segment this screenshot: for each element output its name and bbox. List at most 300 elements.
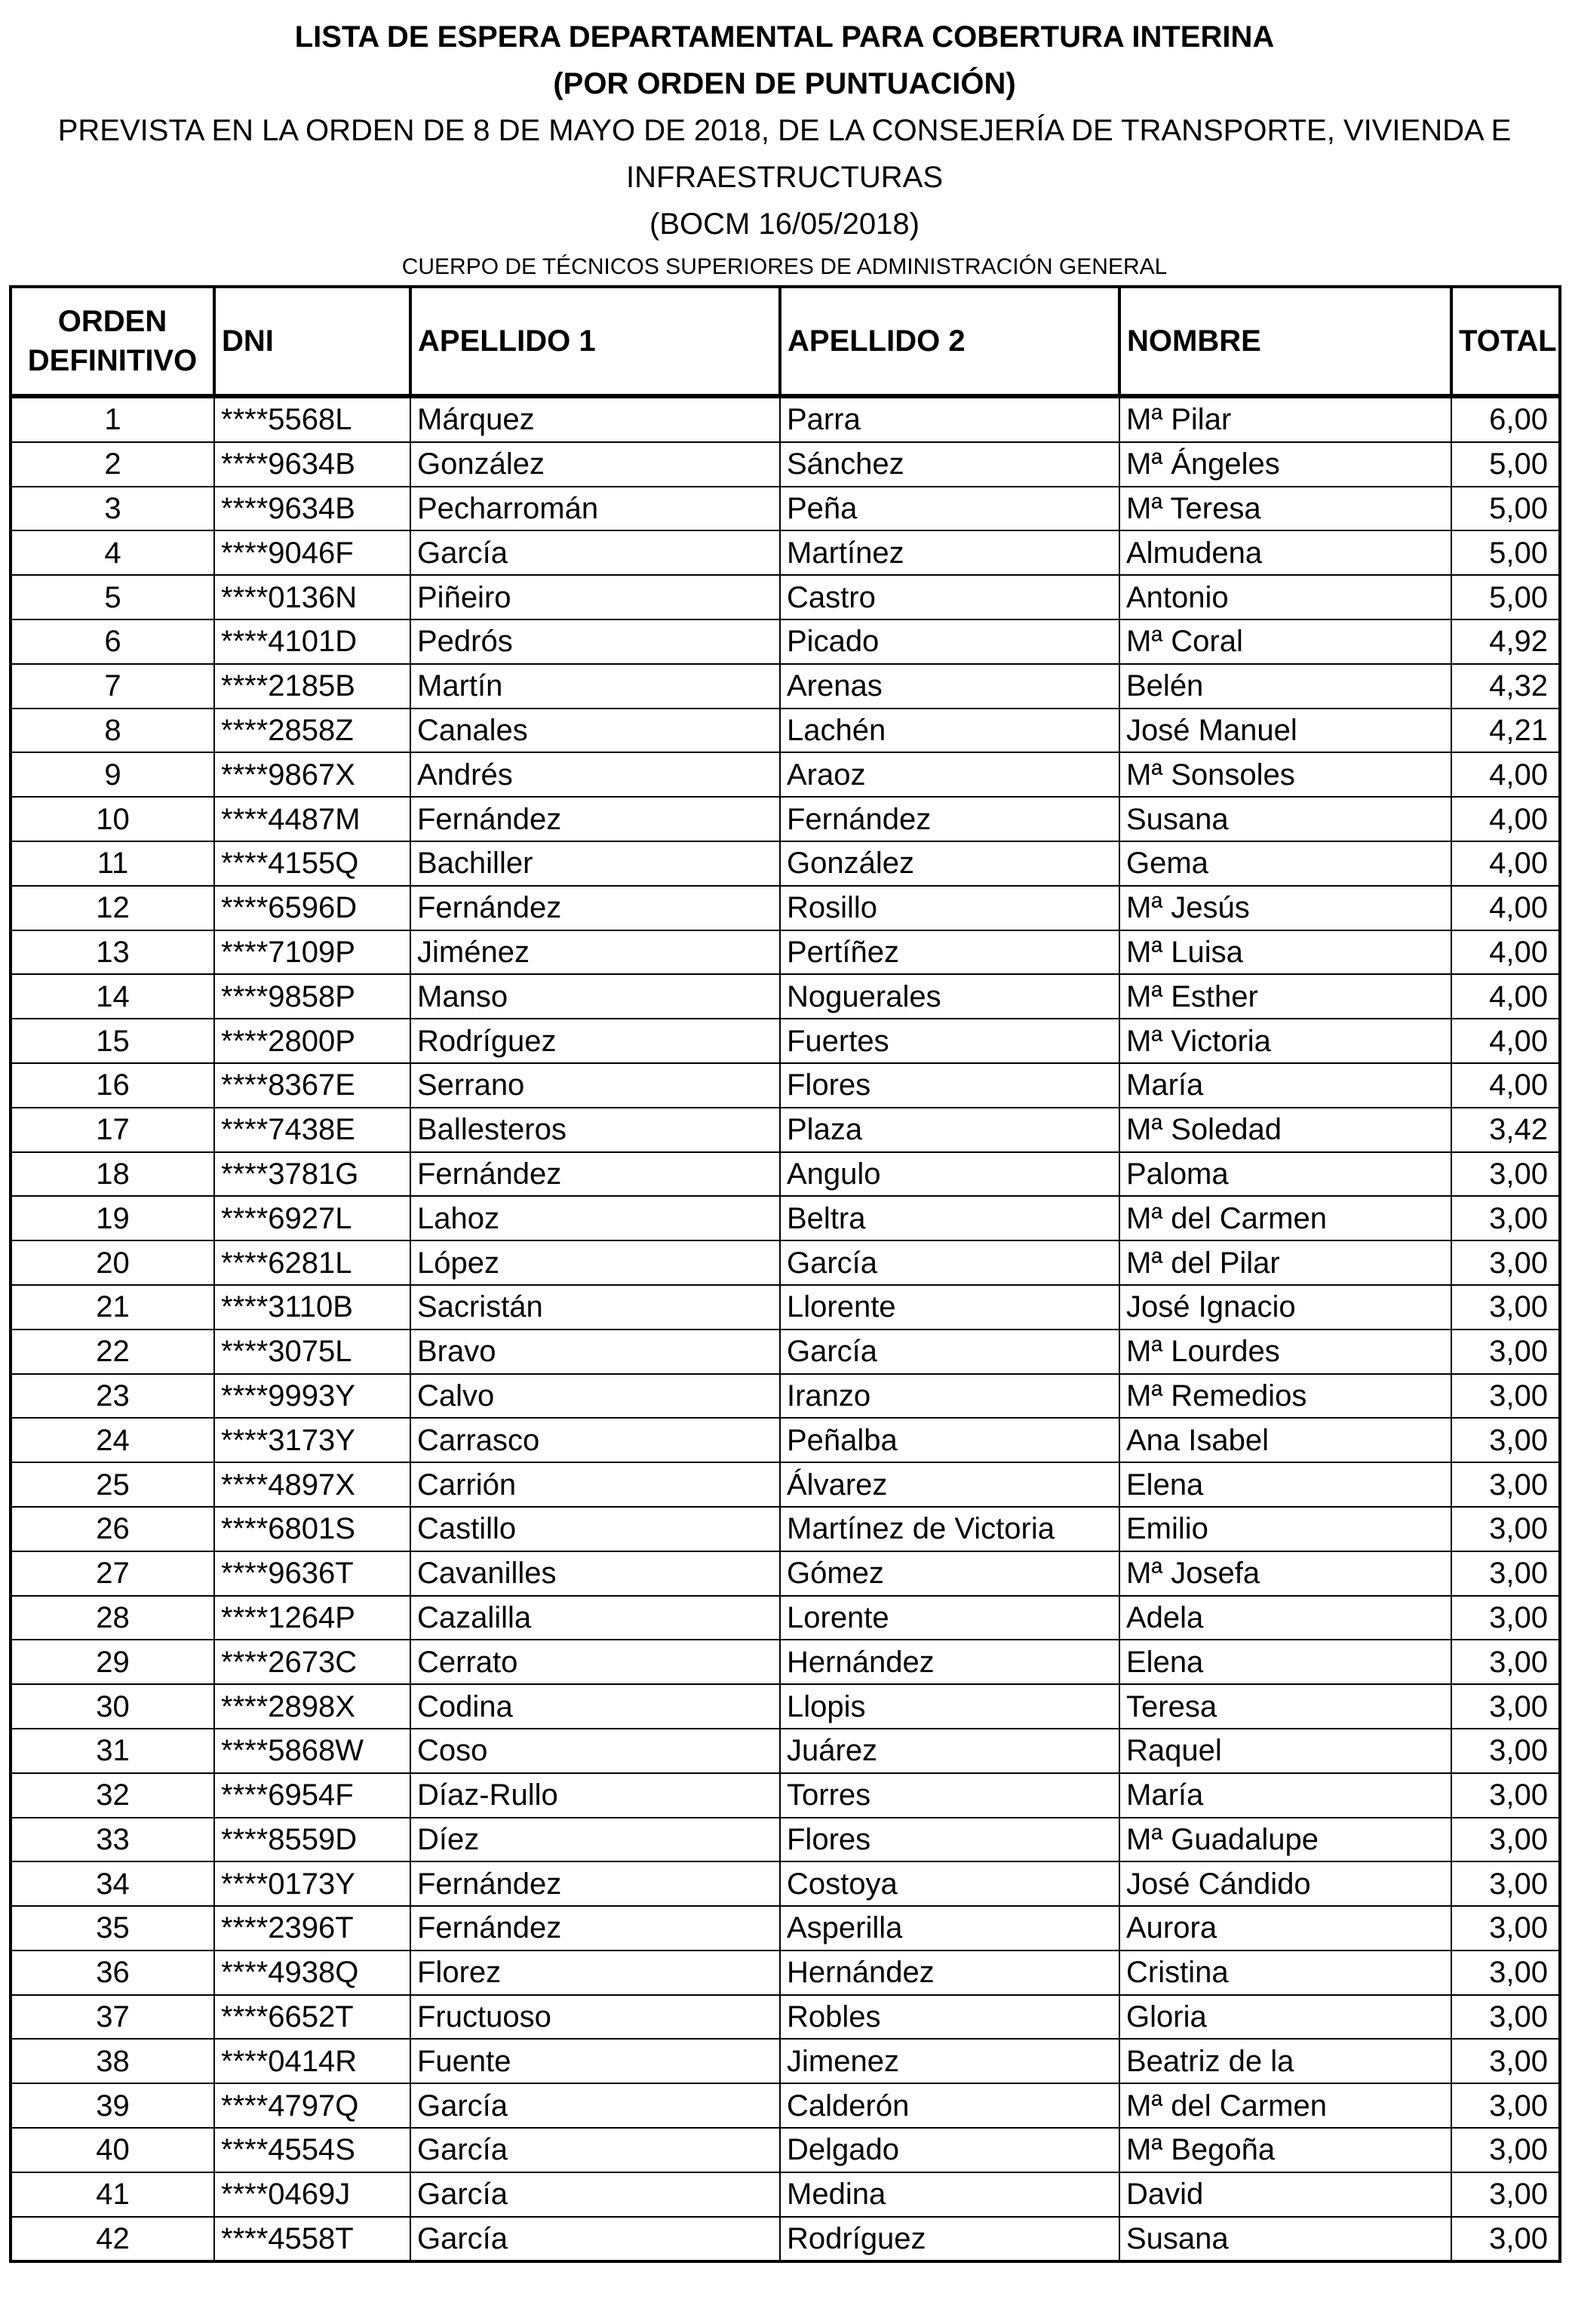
cell-dni: ****9993Y bbox=[214, 1374, 410, 1419]
cell-apellido-1: Fernández bbox=[410, 886, 780, 930]
cell-apellido-2: Llorente bbox=[780, 1285, 1119, 1330]
cell-total: 4,21 bbox=[1451, 709, 1560, 753]
cell-apellido-1: Coso bbox=[410, 1729, 780, 1773]
cell-nombre: Mª Ángeles bbox=[1119, 442, 1451, 487]
cell-nombre: Mª Guadalupe bbox=[1119, 1818, 1451, 1862]
cell-apellido-2: Fuertes bbox=[780, 1019, 1119, 1063]
cell-apellido-1: Codina bbox=[410, 1684, 780, 1729]
cell-dni: ****4554S bbox=[214, 2128, 410, 2172]
cell-orden: 34 bbox=[11, 1861, 214, 1906]
cell-orden: 20 bbox=[11, 1240, 214, 1285]
cell-nombre: Almudena bbox=[1119, 530, 1451, 575]
cell-dni: ****9867X bbox=[214, 752, 410, 797]
cell-apellido-2: Sánchez bbox=[780, 442, 1119, 487]
cell-dni: ****8367E bbox=[214, 1063, 410, 1108]
cell-total: 4,00 bbox=[1451, 752, 1560, 797]
table-row bbox=[11, 1019, 1560, 1063]
table-row bbox=[11, 1285, 1560, 1330]
table-row bbox=[11, 841, 1560, 886]
cell-apellido-2: García bbox=[780, 1330, 1119, 1374]
cell-dni: ****3110B bbox=[214, 1285, 410, 1330]
cell-apellido-1: García bbox=[410, 2083, 780, 2128]
cell-apellido-1: Lahoz bbox=[410, 1196, 780, 1240]
cell-total: 3,00 bbox=[1451, 1374, 1560, 1419]
waiting-list-table bbox=[9, 285, 1561, 2263]
cell-nombre: Antonio bbox=[1119, 575, 1451, 619]
cell-apellido-2: Peñalba bbox=[780, 1418, 1119, 1462]
cell-apellido-2: Arenas bbox=[780, 664, 1119, 709]
cell-dni: ****8559D bbox=[214, 1818, 410, 1862]
cell-apellido-1: Pecharromán bbox=[410, 487, 780, 531]
cell-nombre: Mª del Carmen bbox=[1119, 1196, 1451, 1240]
cell-nombre: Elena bbox=[1119, 1640, 1451, 1684]
cell-nombre: Elena bbox=[1119, 1462, 1451, 1507]
cell-apellido-1: Fructuoso bbox=[410, 1995, 780, 2040]
cell-total: 3,00 bbox=[1451, 1818, 1560, 1862]
cell-orden: 2 bbox=[11, 442, 214, 487]
cell-dni: ****2396T bbox=[214, 1906, 410, 1950]
cell-apellido-2: Peña bbox=[780, 487, 1119, 531]
table-header-row bbox=[11, 287, 1560, 396]
cell-apellido-2: Álvarez bbox=[780, 1462, 1119, 1507]
cell-apellido-1: García bbox=[410, 530, 780, 575]
cell-dni: ****6596D bbox=[214, 886, 410, 930]
cell-apellido-2: Gómez bbox=[780, 1551, 1119, 1596]
cell-apellido-2: González bbox=[780, 841, 1119, 886]
table-row bbox=[11, 1729, 1560, 1773]
header-apellido-1: APELLIDO 1 bbox=[410, 287, 780, 396]
cell-total: 3,00 bbox=[1451, 2083, 1560, 2128]
cell-total: 3,00 bbox=[1451, 1551, 1560, 1596]
header-dni: DNI bbox=[214, 287, 410, 396]
cell-total: 3,00 bbox=[1451, 1152, 1560, 1197]
cell-dni: ****4558T bbox=[214, 2217, 410, 2262]
table-row bbox=[11, 1418, 1560, 1462]
cell-dni: ****2800P bbox=[214, 1019, 410, 1063]
cell-total: 3,00 bbox=[1451, 2217, 1560, 2262]
cell-apellido-2: Rodríguez bbox=[780, 2217, 1119, 2262]
table-row bbox=[11, 664, 1560, 709]
cell-total: 3,00 bbox=[1451, 1995, 1560, 2040]
table-row bbox=[11, 575, 1560, 619]
cell-total: 3,00 bbox=[1451, 1950, 1560, 1995]
cell-total: 4,32 bbox=[1451, 664, 1560, 709]
cell-total: 3,00 bbox=[1451, 2172, 1560, 2217]
cell-dni: ****6954F bbox=[214, 1773, 410, 1818]
cell-apellido-2: Parra bbox=[780, 396, 1119, 442]
table-row bbox=[11, 1906, 1560, 1950]
cell-nombre: Belén bbox=[1119, 664, 1451, 709]
bocm-reference: (BOCM 16/05/2018) bbox=[649, 208, 920, 241]
cell-dni: ****0414R bbox=[214, 2039, 410, 2083]
cell-dni: ****5568L bbox=[214, 396, 410, 442]
cell-total: 4,00 bbox=[1451, 974, 1560, 1019]
cell-nombre: Ana Isabel bbox=[1119, 1418, 1451, 1462]
cell-nombre: Mª Remedios bbox=[1119, 1374, 1451, 1419]
cell-apellido-2: Castro bbox=[780, 575, 1119, 619]
table-row bbox=[11, 797, 1560, 841]
table-row bbox=[11, 396, 1560, 442]
cell-nombre: Mª Teresa bbox=[1119, 487, 1451, 531]
cell-apellido-1: García bbox=[410, 2128, 780, 2172]
cell-orden: 23 bbox=[11, 1374, 214, 1419]
cell-apellido-2: Flores bbox=[780, 1818, 1119, 1862]
cell-dni: ****2898X bbox=[214, 1684, 410, 1729]
cell-nombre: Susana bbox=[1119, 797, 1451, 841]
table-row bbox=[11, 1995, 1560, 2040]
cell-apellido-2: Jimenez bbox=[780, 2039, 1119, 2083]
cell-apellido-1: Fuente bbox=[410, 2039, 780, 2083]
table-row bbox=[11, 619, 1560, 664]
document-header bbox=[0, 14, 1569, 287]
cell-orden: 31 bbox=[11, 1729, 214, 1773]
cell-orden: 13 bbox=[11, 930, 214, 975]
cell-orden: 21 bbox=[11, 1285, 214, 1330]
cell-nombre: María bbox=[1119, 1063, 1451, 1108]
cell-apellido-2: Hernández bbox=[780, 1950, 1119, 1995]
cell-dni: ****4155Q bbox=[214, 841, 410, 886]
table-row bbox=[11, 2083, 1560, 2128]
table-row bbox=[11, 1196, 1560, 1240]
cell-apellido-2: Pertíñez bbox=[780, 930, 1119, 975]
cell-apellido-2: Medina bbox=[780, 2172, 1119, 2217]
cell-apellido-2: Lorente bbox=[780, 1596, 1119, 1640]
cell-apellido-2: Fernández bbox=[780, 797, 1119, 841]
table-row bbox=[11, 1063, 1560, 1108]
cell-apellido-2: Araoz bbox=[780, 752, 1119, 797]
cell-nombre: Gloria bbox=[1119, 1995, 1451, 2040]
table-row bbox=[11, 1462, 1560, 1507]
cell-apellido-1: Jiménez bbox=[410, 930, 780, 975]
cell-nombre: Mª del Pilar bbox=[1119, 1240, 1451, 1285]
cell-orden: 12 bbox=[11, 886, 214, 930]
cell-apellido-1: Fernández bbox=[410, 1861, 780, 1906]
cell-apellido-1: Calvo bbox=[410, 1374, 780, 1419]
cell-apellido-2: Angulo bbox=[780, 1152, 1119, 1197]
table-row bbox=[11, 709, 1560, 753]
table-row bbox=[11, 2217, 1560, 2262]
cell-total: 4,00 bbox=[1451, 1063, 1560, 1108]
cell-apellido-2: Delgado bbox=[780, 2128, 1119, 2172]
cell-apellido-1: Bachiller bbox=[410, 841, 780, 886]
cell-dni: ****9634B bbox=[214, 442, 410, 487]
cell-orden: 17 bbox=[11, 1108, 214, 1152]
table-row bbox=[11, 1773, 1560, 1818]
cell-orden: 7 bbox=[11, 664, 214, 709]
cell-orden: 24 bbox=[11, 1418, 214, 1462]
table-row bbox=[11, 442, 1560, 487]
cell-orden: 3 bbox=[11, 487, 214, 531]
cell-dni: ****4938Q bbox=[214, 1950, 410, 1995]
cell-apellido-1: Florez bbox=[410, 1950, 780, 1995]
cell-apellido-2: Calderón bbox=[780, 2083, 1119, 2128]
cell-dni: ****9046F bbox=[214, 530, 410, 575]
cell-nombre: Mª Begoña bbox=[1119, 2128, 1451, 2172]
cell-nombre: José Ignacio bbox=[1119, 1285, 1451, 1330]
cell-total: 4,00 bbox=[1451, 930, 1560, 975]
cell-apellido-1: Cazalilla bbox=[410, 1596, 780, 1640]
cell-dni: ****2858Z bbox=[214, 709, 410, 753]
cell-orden: 27 bbox=[11, 1551, 214, 1596]
cell-total: 4,00 bbox=[1451, 886, 1560, 930]
cell-apellido-2: Martínez de Victoria bbox=[780, 1507, 1119, 1551]
cell-orden: 10 bbox=[11, 797, 214, 841]
cell-dni: ****6281L bbox=[214, 1240, 410, 1285]
cell-nombre: Teresa bbox=[1119, 1684, 1451, 1729]
cell-orden: 32 bbox=[11, 1773, 214, 1818]
table-row bbox=[11, 2172, 1560, 2217]
cell-apellido-2: Flores bbox=[780, 1063, 1119, 1108]
cell-apellido-1: Cavanilles bbox=[410, 1551, 780, 1596]
cell-orden: 28 bbox=[11, 1596, 214, 1640]
cell-nombre: Mª del Carmen bbox=[1119, 2083, 1451, 2128]
cell-orden: 35 bbox=[11, 1906, 214, 1950]
cell-apellido-1: Piñeiro bbox=[410, 575, 780, 619]
table-row bbox=[11, 487, 1560, 531]
cell-nombre: Mª Coral bbox=[1119, 619, 1451, 664]
cell-total: 3,00 bbox=[1451, 1196, 1560, 1240]
cell-apellido-2: Hernández bbox=[780, 1640, 1119, 1684]
cell-dni: ****4897X bbox=[214, 1462, 410, 1507]
cell-nombre: Susana bbox=[1119, 2217, 1451, 2262]
document-subtitle-cont: INFRAESTRUCTURAS bbox=[625, 161, 944, 194]
cell-total: 3,42 bbox=[1451, 1108, 1560, 1152]
cell-total: 5,00 bbox=[1451, 575, 1560, 619]
cell-apellido-1: García bbox=[410, 2172, 780, 2217]
cell-orden: 33 bbox=[11, 1818, 214, 1862]
table-row bbox=[11, 1950, 1560, 1995]
cell-orden: 19 bbox=[11, 1196, 214, 1240]
cell-orden: 9 bbox=[11, 752, 214, 797]
cell-total: 3,00 bbox=[1451, 1861, 1560, 1906]
cell-orden: 18 bbox=[11, 1152, 214, 1197]
document-title-order: (POR ORDEN DE PUNTUACIÓN) bbox=[553, 67, 1016, 100]
cell-nombre: Paloma bbox=[1119, 1152, 1451, 1197]
cell-apellido-2: Torres bbox=[780, 1773, 1119, 1818]
cell-total: 5,00 bbox=[1451, 487, 1560, 531]
cell-orden: 4 bbox=[11, 530, 214, 575]
cell-orden: 37 bbox=[11, 1995, 214, 2040]
cell-total: 3,00 bbox=[1451, 1684, 1560, 1729]
cell-apellido-1: Bravo bbox=[410, 1330, 780, 1374]
table-row bbox=[11, 974, 1560, 1019]
cell-apellido-1: Carrión bbox=[410, 1462, 780, 1507]
cell-apellido-1: Fernández bbox=[410, 797, 780, 841]
cell-total: 3,00 bbox=[1451, 1773, 1560, 1818]
cell-apellido-2: Picado bbox=[780, 619, 1119, 664]
cell-dni: ****1264P bbox=[214, 1596, 410, 1640]
cell-dni: ****9858P bbox=[214, 974, 410, 1019]
cell-total: 3,00 bbox=[1451, 2039, 1560, 2083]
cell-nombre: Mª Soledad bbox=[1119, 1108, 1451, 1152]
cell-total: 4,00 bbox=[1451, 1019, 1560, 1063]
cell-dni: ****6652T bbox=[214, 1995, 410, 2040]
cell-total: 3,00 bbox=[1451, 1507, 1560, 1551]
cell-dni: ****3075L bbox=[214, 1330, 410, 1374]
cell-apellido-1: Márquez bbox=[410, 396, 780, 442]
document-title: LISTA DE ESPERA DEPARTAMENTAL PARA COBERTURA INTERINA bbox=[294, 20, 1275, 54]
cell-apellido-1: Rodríguez bbox=[410, 1019, 780, 1063]
cell-apellido-1: Manso bbox=[410, 974, 780, 1019]
table-row bbox=[11, 1108, 1560, 1152]
cell-dni: ****4797Q bbox=[214, 2083, 410, 2128]
cell-orden: 15 bbox=[11, 1019, 214, 1063]
cell-apellido-1: Pedrós bbox=[410, 619, 780, 664]
cell-dni: ****3781G bbox=[214, 1152, 410, 1197]
cell-orden: 22 bbox=[11, 1330, 214, 1374]
table-row bbox=[11, 530, 1560, 575]
table-row bbox=[11, 1596, 1560, 1640]
header-nombre: NOMBRE bbox=[1119, 287, 1451, 396]
header-apellido-2: APELLIDO 2 bbox=[780, 287, 1119, 396]
header-orden-definitivo bbox=[11, 287, 214, 396]
cell-nombre: Adela bbox=[1119, 1596, 1451, 1640]
header-orden-line2: DEFINITIVO bbox=[27, 344, 198, 377]
cell-dni: ****7438E bbox=[214, 1108, 410, 1152]
cell-total: 3,00 bbox=[1451, 1596, 1560, 1640]
cell-total: 3,00 bbox=[1451, 1240, 1560, 1285]
cuerpo-label: CUERPO DE TÉCNICOS SUPERIORES DE ADMINISTRACIÓN GENERAL bbox=[401, 254, 1168, 279]
cell-nombre: Mª Luisa bbox=[1119, 930, 1451, 975]
cell-orden: 26 bbox=[11, 1507, 214, 1551]
cell-dni: ****4487M bbox=[214, 797, 410, 841]
cell-dni: ****2673C bbox=[214, 1640, 410, 1684]
cell-dni: ****3173Y bbox=[214, 1418, 410, 1462]
cell-orden: 16 bbox=[11, 1063, 214, 1108]
cell-nombre: Beatriz de la bbox=[1119, 2039, 1451, 2083]
cell-apellido-2: Robles bbox=[780, 1995, 1119, 2040]
cell-orden: 25 bbox=[11, 1462, 214, 1507]
cell-orden: 8 bbox=[11, 709, 214, 753]
cell-apellido-1: Fernández bbox=[410, 1906, 780, 1950]
cell-nombre: Raquel bbox=[1119, 1729, 1451, 1773]
table-row bbox=[11, 1861, 1560, 1906]
cell-apellido-1: Serrano bbox=[410, 1063, 780, 1108]
cell-apellido-2: García bbox=[780, 1240, 1119, 1285]
cell-total: 5,00 bbox=[1451, 530, 1560, 575]
table-row bbox=[11, 1640, 1560, 1684]
cell-apellido-2: Asperilla bbox=[780, 1906, 1119, 1950]
cell-nombre: María bbox=[1119, 1773, 1451, 1818]
cell-nombre: Mª Pilar bbox=[1119, 396, 1451, 442]
cell-apellido-2: Costoya bbox=[780, 1861, 1119, 1906]
cell-orden: 39 bbox=[11, 2083, 214, 2128]
cell-dni: ****5868W bbox=[214, 1729, 410, 1773]
header-total: TOTAL bbox=[1451, 287, 1560, 396]
cell-orden: 42 bbox=[11, 2217, 214, 2262]
cell-orden: 36 bbox=[11, 1950, 214, 1995]
cell-apellido-1: Sacristán bbox=[410, 1285, 780, 1330]
cell-orden: 1 bbox=[11, 396, 214, 442]
cell-apellido-2: Martínez bbox=[780, 530, 1119, 575]
table-row bbox=[11, 1240, 1560, 1285]
header-orden-line1: ORDEN bbox=[57, 305, 167, 338]
cell-apellido-2: Plaza bbox=[780, 1108, 1119, 1152]
cell-orden: 30 bbox=[11, 1684, 214, 1729]
table-row bbox=[11, 1551, 1560, 1596]
cell-nombre: Cristina bbox=[1119, 1950, 1451, 1995]
table-row bbox=[11, 1330, 1560, 1374]
cell-apellido-1: González bbox=[410, 442, 780, 487]
cell-dni: ****0173Y bbox=[214, 1861, 410, 1906]
table-row bbox=[11, 1152, 1560, 1197]
cell-apellido-1: Castillo bbox=[410, 1507, 780, 1551]
cell-orden: 11 bbox=[11, 841, 214, 886]
cell-nombre: Mª Jesús bbox=[1119, 886, 1451, 930]
cell-nombre: Mª Victoria bbox=[1119, 1019, 1451, 1063]
cell-total: 4,92 bbox=[1451, 619, 1560, 664]
cell-total: 4,00 bbox=[1451, 841, 1560, 886]
cell-apellido-1: Díaz-Rullo bbox=[410, 1773, 780, 1818]
cell-apellido-1: García bbox=[410, 2217, 780, 2262]
cell-total: 5,00 bbox=[1451, 442, 1560, 487]
cell-nombre: Mª Lourdes bbox=[1119, 1330, 1451, 1374]
cell-total: 3,00 bbox=[1451, 1906, 1560, 1950]
table-row bbox=[11, 1818, 1560, 1862]
cell-dni: ****0136N bbox=[214, 575, 410, 619]
cell-apellido-2: Lachén bbox=[780, 709, 1119, 753]
cell-nombre: Gema bbox=[1119, 841, 1451, 886]
cell-nombre: Aurora bbox=[1119, 1906, 1451, 1950]
cell-nombre: David bbox=[1119, 2172, 1451, 2217]
cell-orden: 38 bbox=[11, 2039, 214, 2083]
cell-total: 3,00 bbox=[1451, 1462, 1560, 1507]
cell-dni: ****9634B bbox=[214, 487, 410, 531]
cell-apellido-1: Fernández bbox=[410, 1152, 780, 1197]
table-row bbox=[11, 752, 1560, 797]
cell-total: 3,00 bbox=[1451, 1285, 1560, 1330]
cell-apellido-2: Noguerales bbox=[780, 974, 1119, 1019]
cell-apellido-2: Juárez bbox=[780, 1729, 1119, 1773]
cell-orden: 6 bbox=[11, 619, 214, 664]
cell-apellido-1: Ballesteros bbox=[410, 1108, 780, 1152]
cell-apellido-1: Martín bbox=[410, 664, 780, 709]
cell-nombre: Mª Sonsoles bbox=[1119, 752, 1451, 797]
cell-apellido-2: Beltra bbox=[780, 1196, 1119, 1240]
cell-apellido-1: Cerrato bbox=[410, 1640, 780, 1684]
cell-dni: ****4101D bbox=[214, 619, 410, 664]
cell-orden: 5 bbox=[11, 575, 214, 619]
cell-total: 6,00 bbox=[1451, 396, 1560, 442]
cell-dni: ****7109P bbox=[214, 930, 410, 975]
cell-apellido-1: López bbox=[410, 1240, 780, 1285]
cell-apellido-1: Díez bbox=[410, 1818, 780, 1862]
document-subtitle: PREVISTA EN LA ORDEN DE 8 DE MAYO DE 2018, DE LA CONSEJERÍA DE TRANSPORTE, VIVIENDA E bbox=[57, 114, 1512, 147]
cell-nombre: Emilio bbox=[1119, 1507, 1451, 1551]
cell-total: 4,00 bbox=[1451, 797, 1560, 841]
cell-apellido-2: Iranzo bbox=[780, 1374, 1119, 1419]
cell-orden: 14 bbox=[11, 974, 214, 1019]
cell-total: 3,00 bbox=[1451, 1418, 1560, 1462]
cell-orden: 40 bbox=[11, 2128, 214, 2172]
table-row bbox=[11, 2128, 1560, 2172]
cell-dni: ****0469J bbox=[214, 2172, 410, 2217]
table-row bbox=[11, 2039, 1560, 2083]
cell-dni: ****6927L bbox=[214, 1196, 410, 1240]
table-row bbox=[11, 930, 1560, 975]
cell-apellido-1: Andrés bbox=[410, 752, 780, 797]
cell-nombre: José Manuel bbox=[1119, 709, 1451, 753]
table-body bbox=[11, 396, 1560, 2261]
cell-nombre: José Cándido bbox=[1119, 1861, 1451, 1906]
table-row bbox=[11, 886, 1560, 930]
cell-dni: ****6801S bbox=[214, 1507, 410, 1551]
table-row bbox=[11, 1684, 1560, 1729]
cell-apellido-1: Canales bbox=[410, 709, 780, 753]
cell-total: 3,00 bbox=[1451, 1729, 1560, 1773]
cell-total: 3,00 bbox=[1451, 1640, 1560, 1684]
cell-apellido-2: Llopis bbox=[780, 1684, 1119, 1729]
